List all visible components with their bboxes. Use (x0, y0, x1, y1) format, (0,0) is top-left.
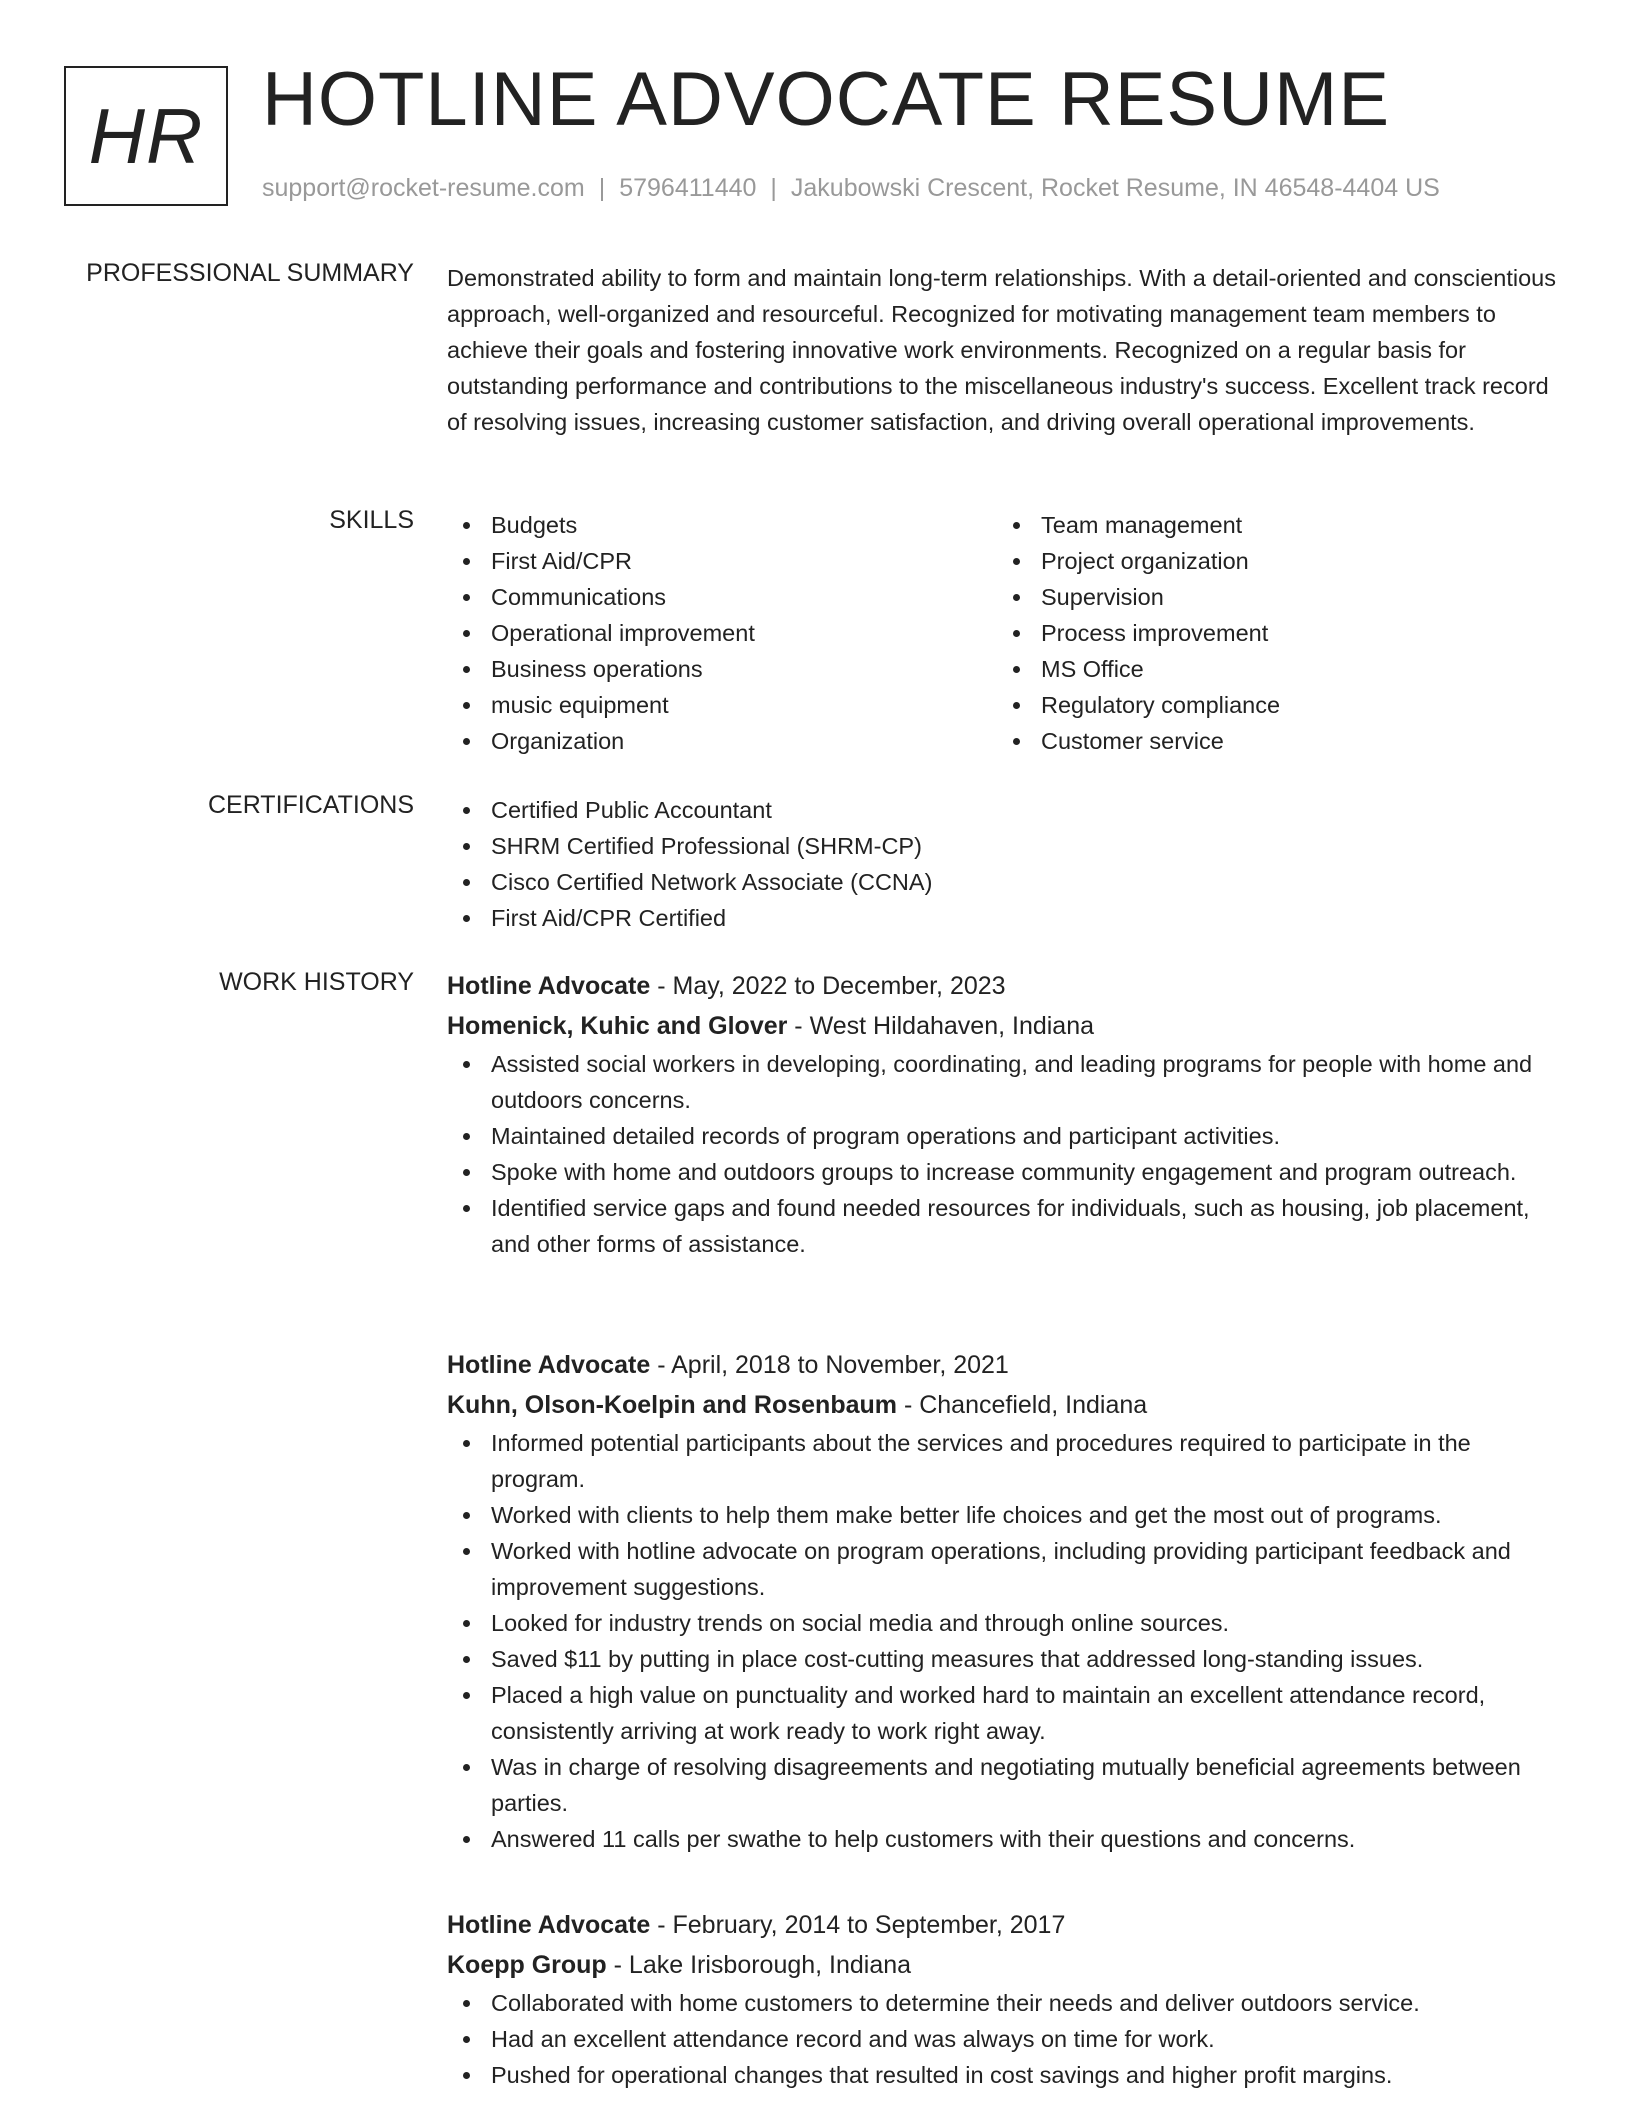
skill-item: Organization (447, 723, 997, 759)
job-duty: Identified service gaps and found needed resources for individuals, such as housing, job placement, and other forms of assistance. (447, 1190, 1567, 1262)
job-duty: Looked for industry trends on social media and through online sources. (447, 1605, 1567, 1641)
job-duty: Placed a high value on punctuality and worked hard to maintain an excellent attendance record, consistently arriving at work ready to work right away. (447, 1677, 1567, 1749)
job-duty: Informed potential participants about the services and procedures required to participate in the program. (447, 1425, 1567, 1497)
job-title: Hotline Advocate (447, 1351, 651, 1379)
job-duties (447, 1985, 1567, 2093)
summary-text: Demonstrated ability to form and maintain long-term relationships. With a detail-oriented and conscientious approach, well-organized and resourceful. Recognized for motivating management team members to achieve their goals and fostering innovative work environments. Recognized on a regular basis for outstanding performance and contributions to the miscellaneous industry's success. Excellent track record of resolving issues, increasing customer satisfaction, and driving overall operational improvements. (447, 265, 1556, 435)
job-company-line (447, 1385, 1567, 1425)
job-dates: - February, 2014 to September, 2017 (650, 1911, 1066, 1939)
skills-column-right (997, 507, 1547, 759)
skill-item: Customer service (997, 723, 1547, 759)
contact-email: support@rocket-resume.com (262, 174, 585, 202)
skill-item: Regulatory compliance (997, 687, 1547, 723)
skills-column-left (447, 507, 997, 759)
skill-item: Team management (997, 507, 1547, 543)
job-location: - West Hildahaven, Indiana (787, 1012, 1095, 1040)
job-duty: Answered 11 calls per swathe to help customers with their questions and concerns. (447, 1821, 1567, 1857)
skill-item: MS Office (997, 651, 1547, 687)
job-company: Kuhn, Olson-Koelpin and Rosenbaum (447, 1391, 897, 1419)
job-location: - Lake Irisborough, Indiana (606, 1951, 912, 1979)
job-company: Homenick, Kuhic and Glover (447, 1012, 788, 1040)
skill-item: Supervision (997, 579, 1547, 615)
job-company-line (447, 1006, 1567, 1046)
skill-item: music equipment (447, 687, 997, 723)
job-duties (447, 1046, 1567, 1262)
job-duty: Assisted social workers in developing, coordinating, and leading programs for people with home and outdoors concerns. (447, 1046, 1567, 1118)
monogram-initials: HR (88, 91, 204, 180)
skills-heading: SKILLS (329, 506, 414, 534)
job-dates: - April, 2018 to November, 2021 (650, 1351, 1009, 1379)
certification-item: Cisco Certified Network Associate (CCNA) (447, 864, 1567, 900)
skill-item: Business operations (447, 651, 997, 687)
contact-line (262, 174, 1440, 203)
job-duty: Spoke with home and outdoors groups to increase community engagement and program outreach. (447, 1154, 1567, 1190)
job-dates: - May, 2022 to December, 2023 (650, 972, 1006, 1000)
contact-separator: | (770, 174, 777, 202)
job-entry (447, 1905, 1567, 2093)
contact-address: Jakubowski Crescent, Rocket Resume, IN 46548-4404 US (790, 174, 1440, 202)
skill-item: Budgets (447, 507, 997, 543)
job-duty: Was in charge of resolving disagreements and negotiating mutually beneficial agreements between parties. (447, 1749, 1567, 1821)
job-title: Hotline Advocate (447, 972, 651, 1000)
resume-title: HOTLINE ADVOCATE RESUME (262, 57, 1391, 142)
job-entry (447, 1345, 1567, 1857)
job-title: Hotline Advocate (447, 1911, 651, 1939)
skill-item: Process improvement (997, 615, 1547, 651)
job-location: - Chancefield, Indiana (897, 1391, 1148, 1419)
skill-item: Project organization (997, 543, 1547, 579)
summary-heading: PROFESSIONAL SUMMARY (86, 259, 414, 287)
job-duty: Worked with clients to help them make better life choices and get the most out of programs. (447, 1497, 1567, 1533)
job-title-line (447, 1905, 1567, 1945)
certifications-list (447, 792, 1567, 936)
job-entry (447, 966, 1567, 1262)
job-duties (447, 1425, 1567, 1857)
contact-phone: 5796411440 (619, 174, 757, 202)
job-title-line (447, 966, 1567, 1006)
work-history-heading: WORK HISTORY (219, 968, 414, 996)
job-company-line (447, 1945, 1567, 1985)
skill-item: First Aid/CPR (447, 543, 997, 579)
job-title-line (447, 1345, 1567, 1385)
certification-item: First Aid/CPR Certified (447, 900, 1567, 936)
certification-item: Certified Public Accountant (447, 792, 1567, 828)
contact-separator: | (598, 174, 606, 202)
job-duty: Had an excellent attendance record and was always on time for work. (447, 2021, 1567, 2057)
certification-item: SHRM Certified Professional (SHRM-CP) (447, 828, 1567, 864)
skill-item: Operational improvement (447, 615, 997, 651)
job-duty: Collaborated with home customers to determine their needs and deliver outdoors service. (447, 1985, 1567, 2021)
certifications-heading: CERTIFICATIONS (207, 791, 414, 819)
monogram-box (64, 66, 228, 206)
job-duty: Worked with hotline advocate on program operations, including providing participant feedback and improvement suggestions. (447, 1533, 1567, 1605)
job-duty: Maintained detailed records of program operations and participant activities. (447, 1118, 1567, 1154)
skills-list (447, 507, 1567, 759)
job-company: Koepp Group (447, 1951, 607, 1979)
skill-item: Communications (447, 579, 997, 615)
job-duty: Pushed for operational changes that resulted in cost savings and higher profit margins. (447, 2057, 1567, 2093)
job-duty: Saved $11 by putting in place cost-cutting measures that addressed long-standing issues. (447, 1641, 1567, 1677)
